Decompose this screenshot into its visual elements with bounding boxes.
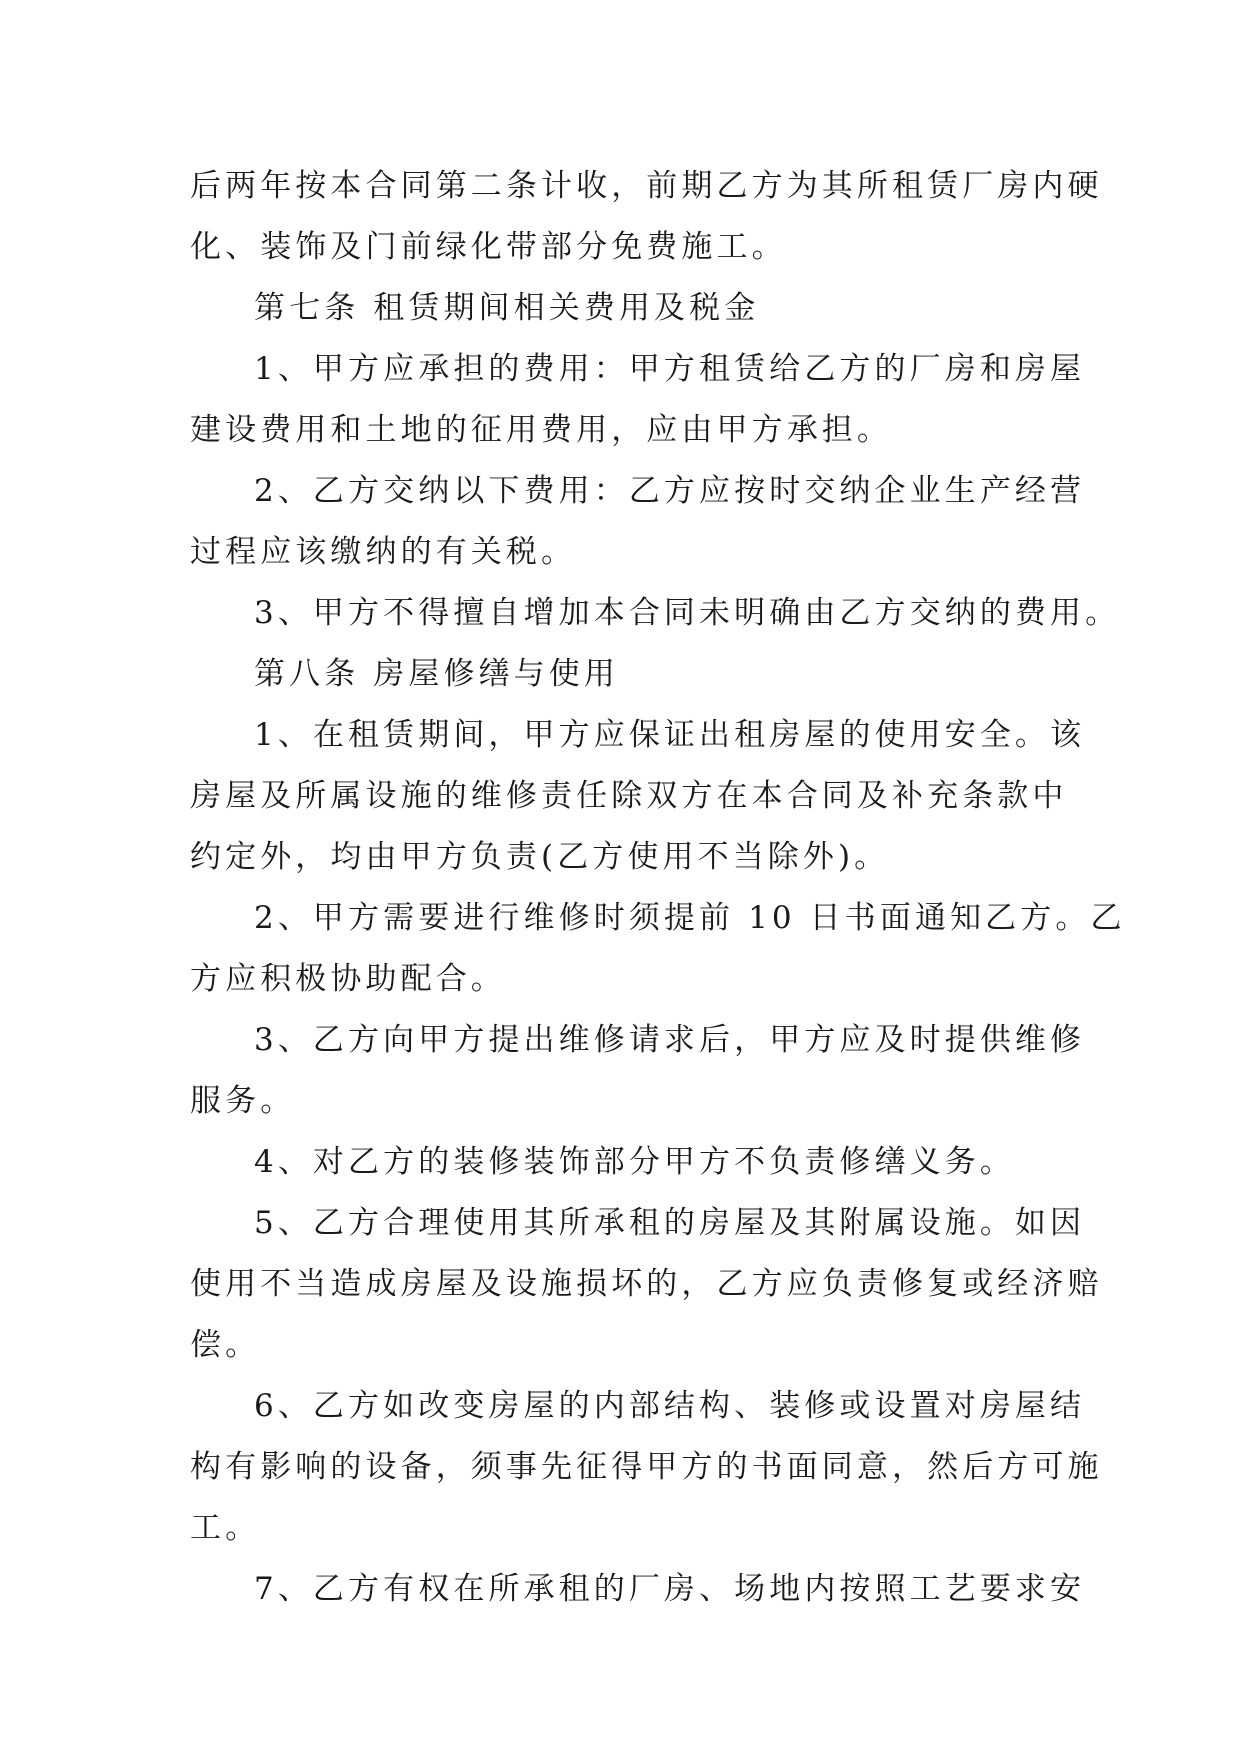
text-line: 7、乙方有权在所承租的厂房、场地内按照工艺要求安 xyxy=(254,1571,1086,1607)
text-line: 3、乙方向甲方提出维修请求后，甲方应及时提供维修 xyxy=(254,1022,1086,1058)
text-line: 6、乙方如改变房屋的内部结构、装修或设置对房屋结 xyxy=(254,1388,1086,1424)
text-line: 2、甲方需要进行维修时须提前 10 日书面通知乙方。乙 xyxy=(254,900,1126,936)
text-line: 构有影响的设备，须事先征得甲方的书面同意，然后方可施 xyxy=(190,1449,1103,1485)
text-line: 1、在租赁期间，甲方应保证出租房屋的使用安全。该 xyxy=(254,717,1086,753)
text-line: 化、装饰及门前绿化带部分免费施工。 xyxy=(190,229,787,265)
text-line: 方应积极协助配合。 xyxy=(190,961,506,997)
text-line: 过程应该缴纳的有关税。 xyxy=(190,534,577,570)
text-line: 建设费用和土地的征用费用，应由甲方承担。 xyxy=(190,412,892,448)
text-line: 房屋及所属设施的维修责任除双方在本合同及补充条款中 xyxy=(190,778,1068,814)
text-line: 使用不当造成房屋及设施损坏的，乙方应负责修复或经济赔 xyxy=(190,1266,1103,1302)
text-line: 工。 xyxy=(190,1510,261,1546)
section-heading-article-8: 第八条 房屋修缮与使用 xyxy=(254,656,619,692)
text-line: 偿。 xyxy=(190,1327,261,1363)
text-line: 4、对乙方的装修装饰部分甲方不负责修缮义务。 xyxy=(254,1144,1015,1180)
text-line: 3、甲方不得擅自增加本合同未明确由乙方交纳的费用。 xyxy=(254,595,1121,631)
text-line: 5、乙方合理使用其所承租的房屋及其附属设施。如因 xyxy=(254,1205,1086,1241)
text-line: 2、乙方交纳以下费用：乙方应按时交纳企业生产经营 xyxy=(254,473,1086,509)
text-line: 约定外，均由甲方负责(乙方使用不当除外)。 xyxy=(190,839,890,875)
text-line: 1、甲方应承担的费用：甲方租赁给乙方的厂房和房屋 xyxy=(254,351,1086,387)
text-line: 服务。 xyxy=(190,1083,296,1119)
section-heading-article-7: 第七条 租赁期间相关费用及税金 xyxy=(254,290,760,326)
document-body xyxy=(190,156,1126,1620)
text-line: 后两年按本合同第二条计收，前期乙方为其所租赁厂房内硬 xyxy=(190,168,1103,204)
